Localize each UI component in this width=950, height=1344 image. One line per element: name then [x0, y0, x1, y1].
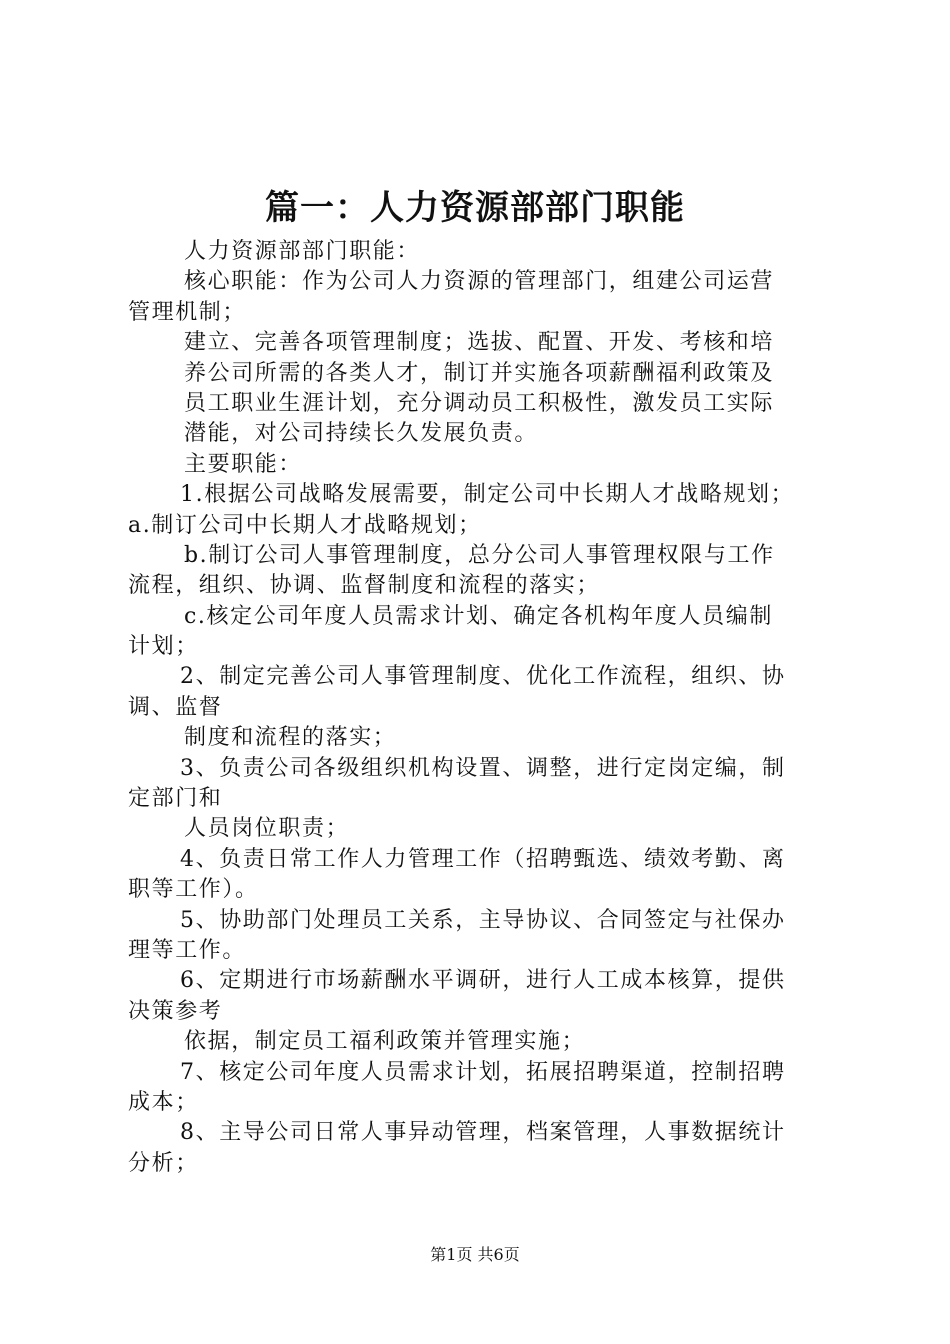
paragraph-line: 核心职能：作为公司人力资源的管理部门，组建公司运营 — [184, 269, 775, 295]
paragraph-line: 养公司所需的各类人才，制订并实施各项薪酬福利政策及 — [184, 360, 775, 386]
document-title: 篇一：人力资源部部门职能 — [265, 188, 685, 228]
paragraph-line: 员工职业生涯计划，充分调动员工积极性，激发员工实际 — [184, 390, 775, 416]
paragraph-line: 计划； — [128, 634, 199, 660]
paragraph-line: 4、负责日常工作人力管理工作（招聘甄选、绩效考勤、离 — [180, 846, 786, 872]
page-footer: 第1页 共6页 — [430, 1245, 520, 1264]
paragraph-line: 3、负责公司各级组织机构设置、调整，进行定岗定编，制 — [180, 755, 786, 781]
paragraph-line: 7、核定公司年度人员需求计划，拓展招聘渠道，控制招聘 — [180, 1059, 786, 1085]
paragraph-line: 分析； — [128, 1150, 199, 1176]
paragraph-line: 制度和流程的落实； — [184, 725, 397, 751]
paragraph-line: 1.根据公司战略发展需要，制定公司中长期人才战略规划； — [180, 482, 795, 508]
paragraph-line: 依据，制定员工福利政策并管理实施； — [184, 1029, 586, 1055]
document-body — [128, 237, 838, 1179]
paragraph-line: 决策参考 — [128, 998, 223, 1024]
paragraph-line: 建立、完善各项管理制度；选拔、配置、开发、考核和培 — [184, 330, 775, 356]
paragraph-line: b.制订公司人事管理制度，总分公司人事管理权限与工作 — [184, 542, 775, 568]
paragraph-line: a.制订公司中长期人才战略规划； — [128, 512, 482, 538]
paragraph-line: 调、监督 — [128, 694, 223, 720]
paragraph-line: 流程，组织、协调、监督制度和流程的落实； — [128, 573, 601, 599]
paragraph-line: 5、协助部门处理员工关系，主导协议、合同签定与社保办 — [180, 907, 786, 933]
paragraph-line: 8、主导公司日常人事异动管理，档案管理，人事数据统计 — [180, 1120, 786, 1146]
paragraph-line: 6、定期进行市场薪酬水平调研，进行人工成本核算，提供 — [180, 968, 786, 994]
paragraph-line: 管理机制； — [128, 299, 247, 325]
paragraph-line: 潜能，对公司持续长久发展负责。 — [184, 421, 539, 447]
paragraph-line: 2、制定完善公司人事管理制度、优化工作流程，组织、协 — [180, 664, 786, 690]
paragraph-line: 主要职能： — [184, 451, 303, 477]
paragraph-line: 成本； — [128, 1089, 199, 1115]
paragraph-line: 职等工作）。 — [128, 877, 259, 903]
paragraph-line: 定部门和 — [128, 786, 223, 812]
paragraph-line: c.核定公司年度人员需求计划、确定各机构年度人员编制 — [184, 603, 773, 629]
paragraph-line: 理等工作。 — [128, 937, 247, 963]
paragraph-line: 人力资源部部门职能： — [184, 239, 421, 264]
paragraph-line: 人员岗位职责； — [184, 816, 350, 842]
